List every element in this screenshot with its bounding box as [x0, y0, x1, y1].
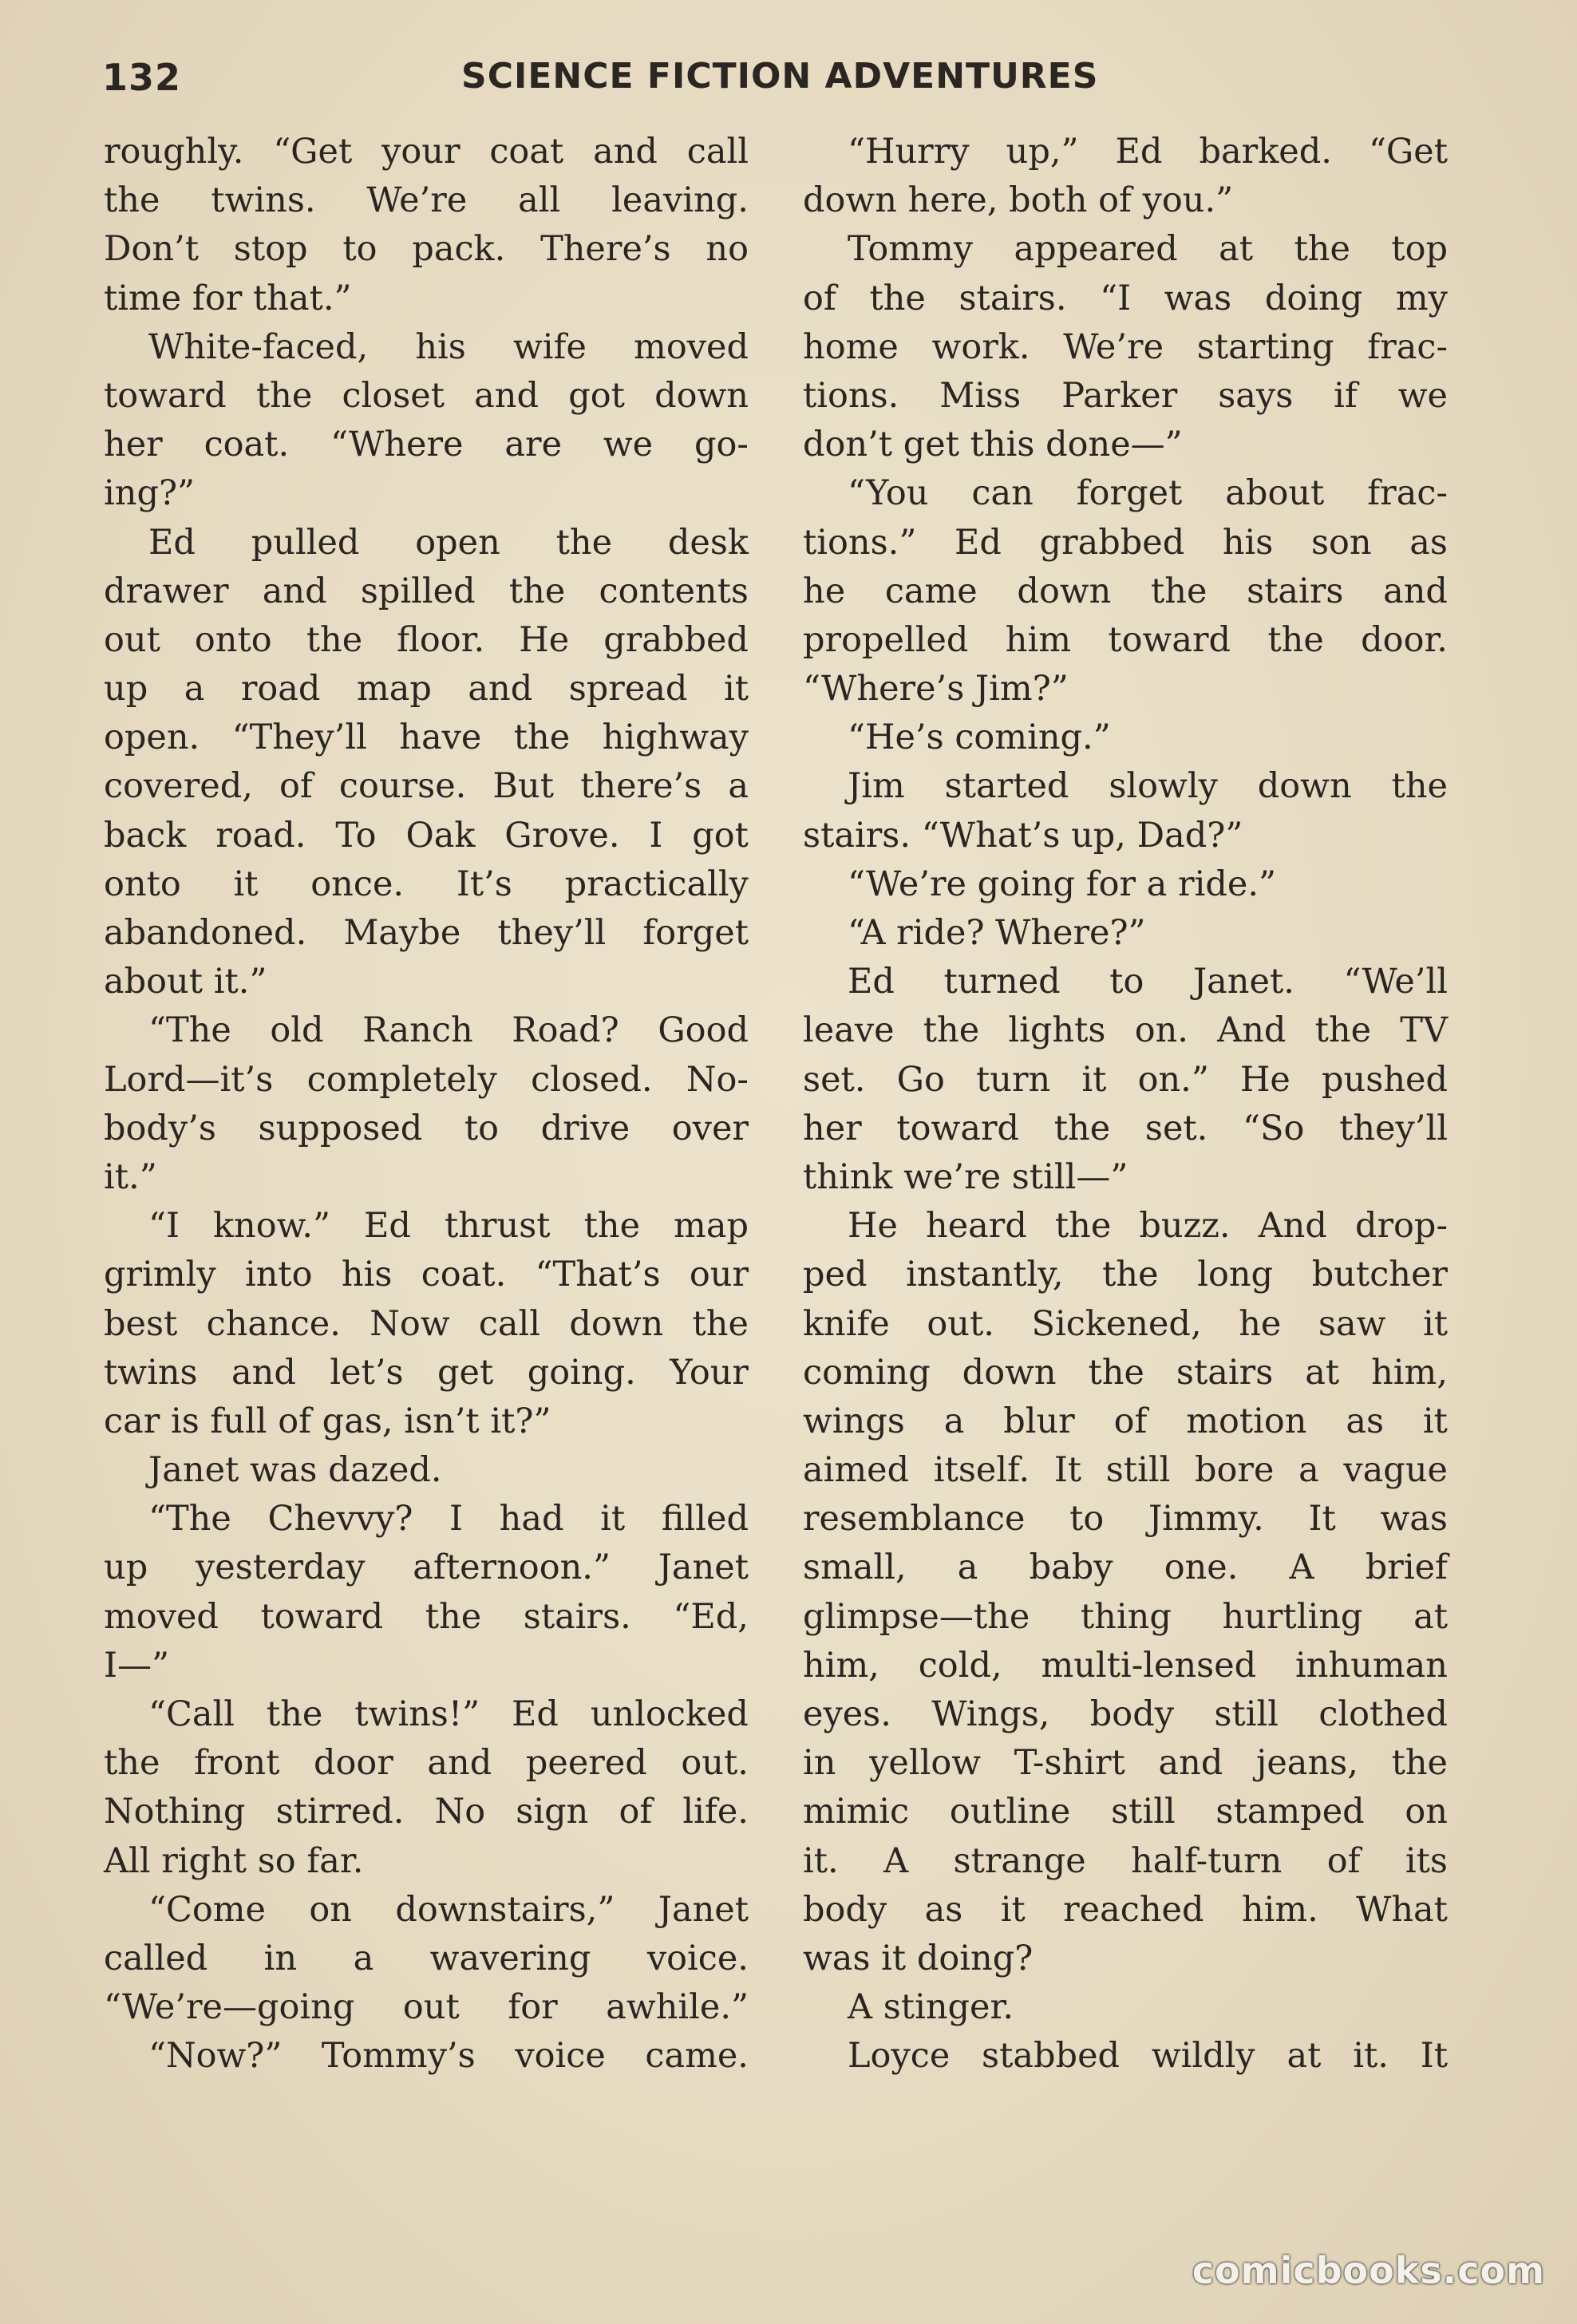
text-line: “We’re going for a ride.” [848, 864, 1276, 904]
text-line: body as it reached him. What [803, 1889, 1448, 1930]
text-line: “Hurry up,” Ed barked. “Get [848, 132, 1448, 172]
text-line: was it doing? [803, 1938, 1034, 1978]
text-line: aimed itself. It still bore a vague [803, 1450, 1448, 1491]
text-line: “Now?” Tommy’s voice came. [148, 2036, 749, 2077]
text-line: propelled him toward the door. [803, 619, 1448, 660]
text-line: toward the closet and got down [104, 375, 749, 416]
text-line: resemblance to Jimmy. It was [803, 1499, 1448, 1539]
text-line: abandoned. Maybe they’ll forget [104, 913, 749, 953]
text-line: “A ride? Where?” [848, 913, 1146, 953]
text-line: Janet was dazed. [148, 1450, 442, 1491]
text-line: about it.” [104, 962, 267, 1002]
text-line: the twins. We’re all leaving. [104, 180, 749, 221]
text-line: down here, both of you.” [803, 180, 1234, 221]
page-header [102, 56, 1457, 112]
text-line: home work. We’re starting frac- [803, 326, 1448, 367]
text-line: tions. Miss Parker says if we [803, 375, 1448, 416]
text-line: wings a blur of motion as it [803, 1401, 1448, 1441]
text-line: glimpse—the thing hurtling at [803, 1596, 1448, 1637]
text-line: “Where’s Jim?” [803, 669, 1069, 709]
text-line: up yesterday afternoon.” Janet [104, 1547, 749, 1588]
text-line: it. A strange half-turn of its [803, 1840, 1448, 1881]
text-line: called in a wavering voice. [104, 1938, 749, 1978]
text-line: him, cold, multi-lensed inhuman [803, 1645, 1448, 1686]
page-number: 132 [102, 56, 182, 99]
text-line: time for that.” [104, 278, 352, 318]
text-line: knife out. Sickened, he saw it [803, 1303, 1448, 1344]
text-line: “Come on downstairs,” Janet [148, 1889, 749, 1930]
text-line: White-faced, his wife moved [148, 326, 749, 367]
text-line: Loyce stabbed wildly at it. It [848, 2036, 1448, 2077]
text-line: roughly. “Get your coat and call [104, 132, 749, 172]
text-line: in yellow T-shirt and jeans, the [803, 1743, 1448, 1784]
text-line: don’t get this done—” [803, 425, 1183, 465]
text-line: tions.” Ed grabbed his son as [803, 522, 1448, 563]
text-line: up a road map and spread it [104, 669, 749, 709]
text-line: Ed turned to Janet. “We’ll [848, 962, 1448, 1002]
text-column-right [803, 128, 1448, 2081]
text-line: he came down the stairs and [803, 571, 1448, 611]
text-line: body’s supposed to drive over [104, 1108, 749, 1148]
text-line: Tommy appeared at the top [848, 229, 1448, 270]
text-line: A stinger. [848, 1987, 1014, 2028]
text-line: best chance. Now call down the [104, 1303, 749, 1344]
text-line: small, a baby one. A brief [803, 1547, 1448, 1588]
text-line: moved toward the stairs. “Ed, [104, 1596, 749, 1637]
text-line: Ed pulled open the desk [148, 522, 749, 563]
text-line: “The Chevvy? I had it filled [148, 1499, 749, 1539]
text-line: her toward the set. “So they’ll [803, 1108, 1448, 1148]
text-line: of the stairs. “I was doing my [803, 278, 1448, 318]
text-line: out onto the floor. He grabbed [104, 619, 749, 660]
text-line: think we’re still—” [803, 1156, 1128, 1197]
text-line: drawer and spilled the contents [104, 571, 749, 611]
text-line: All right so far. [104, 1840, 364, 1881]
text-line: the front door and peered out. [104, 1743, 749, 1784]
text-line: Lord—it’s completely closed. No- [104, 1059, 749, 1100]
text-line: He heard the buzz. And drop- [848, 1206, 1448, 1247]
running-head: SCIENCE FICTION ADVENTURES [461, 56, 1099, 97]
text-line: onto it once. It’s practically [104, 864, 749, 904]
text-line: open. “They’ll have the highway [104, 717, 749, 758]
text-line: back road. To Oak Grove. I got [104, 815, 749, 856]
text-line: Jim started slowly down the [848, 766, 1448, 807]
text-line: ped instantly, the long butcher [803, 1255, 1448, 1295]
text-line: “I know.” Ed thrust the map [148, 1206, 749, 1247]
text-line: eyes. Wings, body still clothed [803, 1694, 1448, 1734]
text-line: Nothing stirred. No sign of life. [104, 1792, 749, 1832]
text-line: “The old Ranch Road? Good [148, 1010, 749, 1051]
text-line: stairs. “What’s up, Dad?” [803, 815, 1243, 856]
text-line: mimic outline still stamped on [803, 1792, 1448, 1832]
text-line: Don’t stop to pack. There’s no [104, 229, 749, 270]
text-line: “You can forget about frac- [848, 473, 1448, 514]
text-line: I—” [104, 1645, 169, 1686]
text-line: coming down the stairs at him, [803, 1352, 1448, 1393]
watermark: comicbooks.com [1192, 2249, 1545, 2292]
text-line: “Call the twins!” Ed unlocked [148, 1694, 749, 1734]
text-line: it.” [104, 1156, 157, 1197]
text-line: twins and let’s get going. Your [104, 1352, 749, 1393]
text-line: set. Go turn it on.” He pushed [803, 1059, 1448, 1100]
text-line: “He’s coming.” [848, 717, 1111, 758]
text-line: grimly into his coat. “That’s our [104, 1255, 749, 1295]
text-line: covered, of course. But there’s a [104, 766, 749, 807]
text-line: ing?” [104, 473, 196, 514]
text-column-left [104, 128, 749, 2081]
text-line: leave the lights on. And the TV [803, 1010, 1448, 1051]
text-line: “We’re—going out for awhile.” [104, 1987, 749, 2028]
text-line: car is full of gas, isn’t it?” [104, 1401, 551, 1441]
text-line: her coat. “Where are we go- [104, 425, 749, 465]
